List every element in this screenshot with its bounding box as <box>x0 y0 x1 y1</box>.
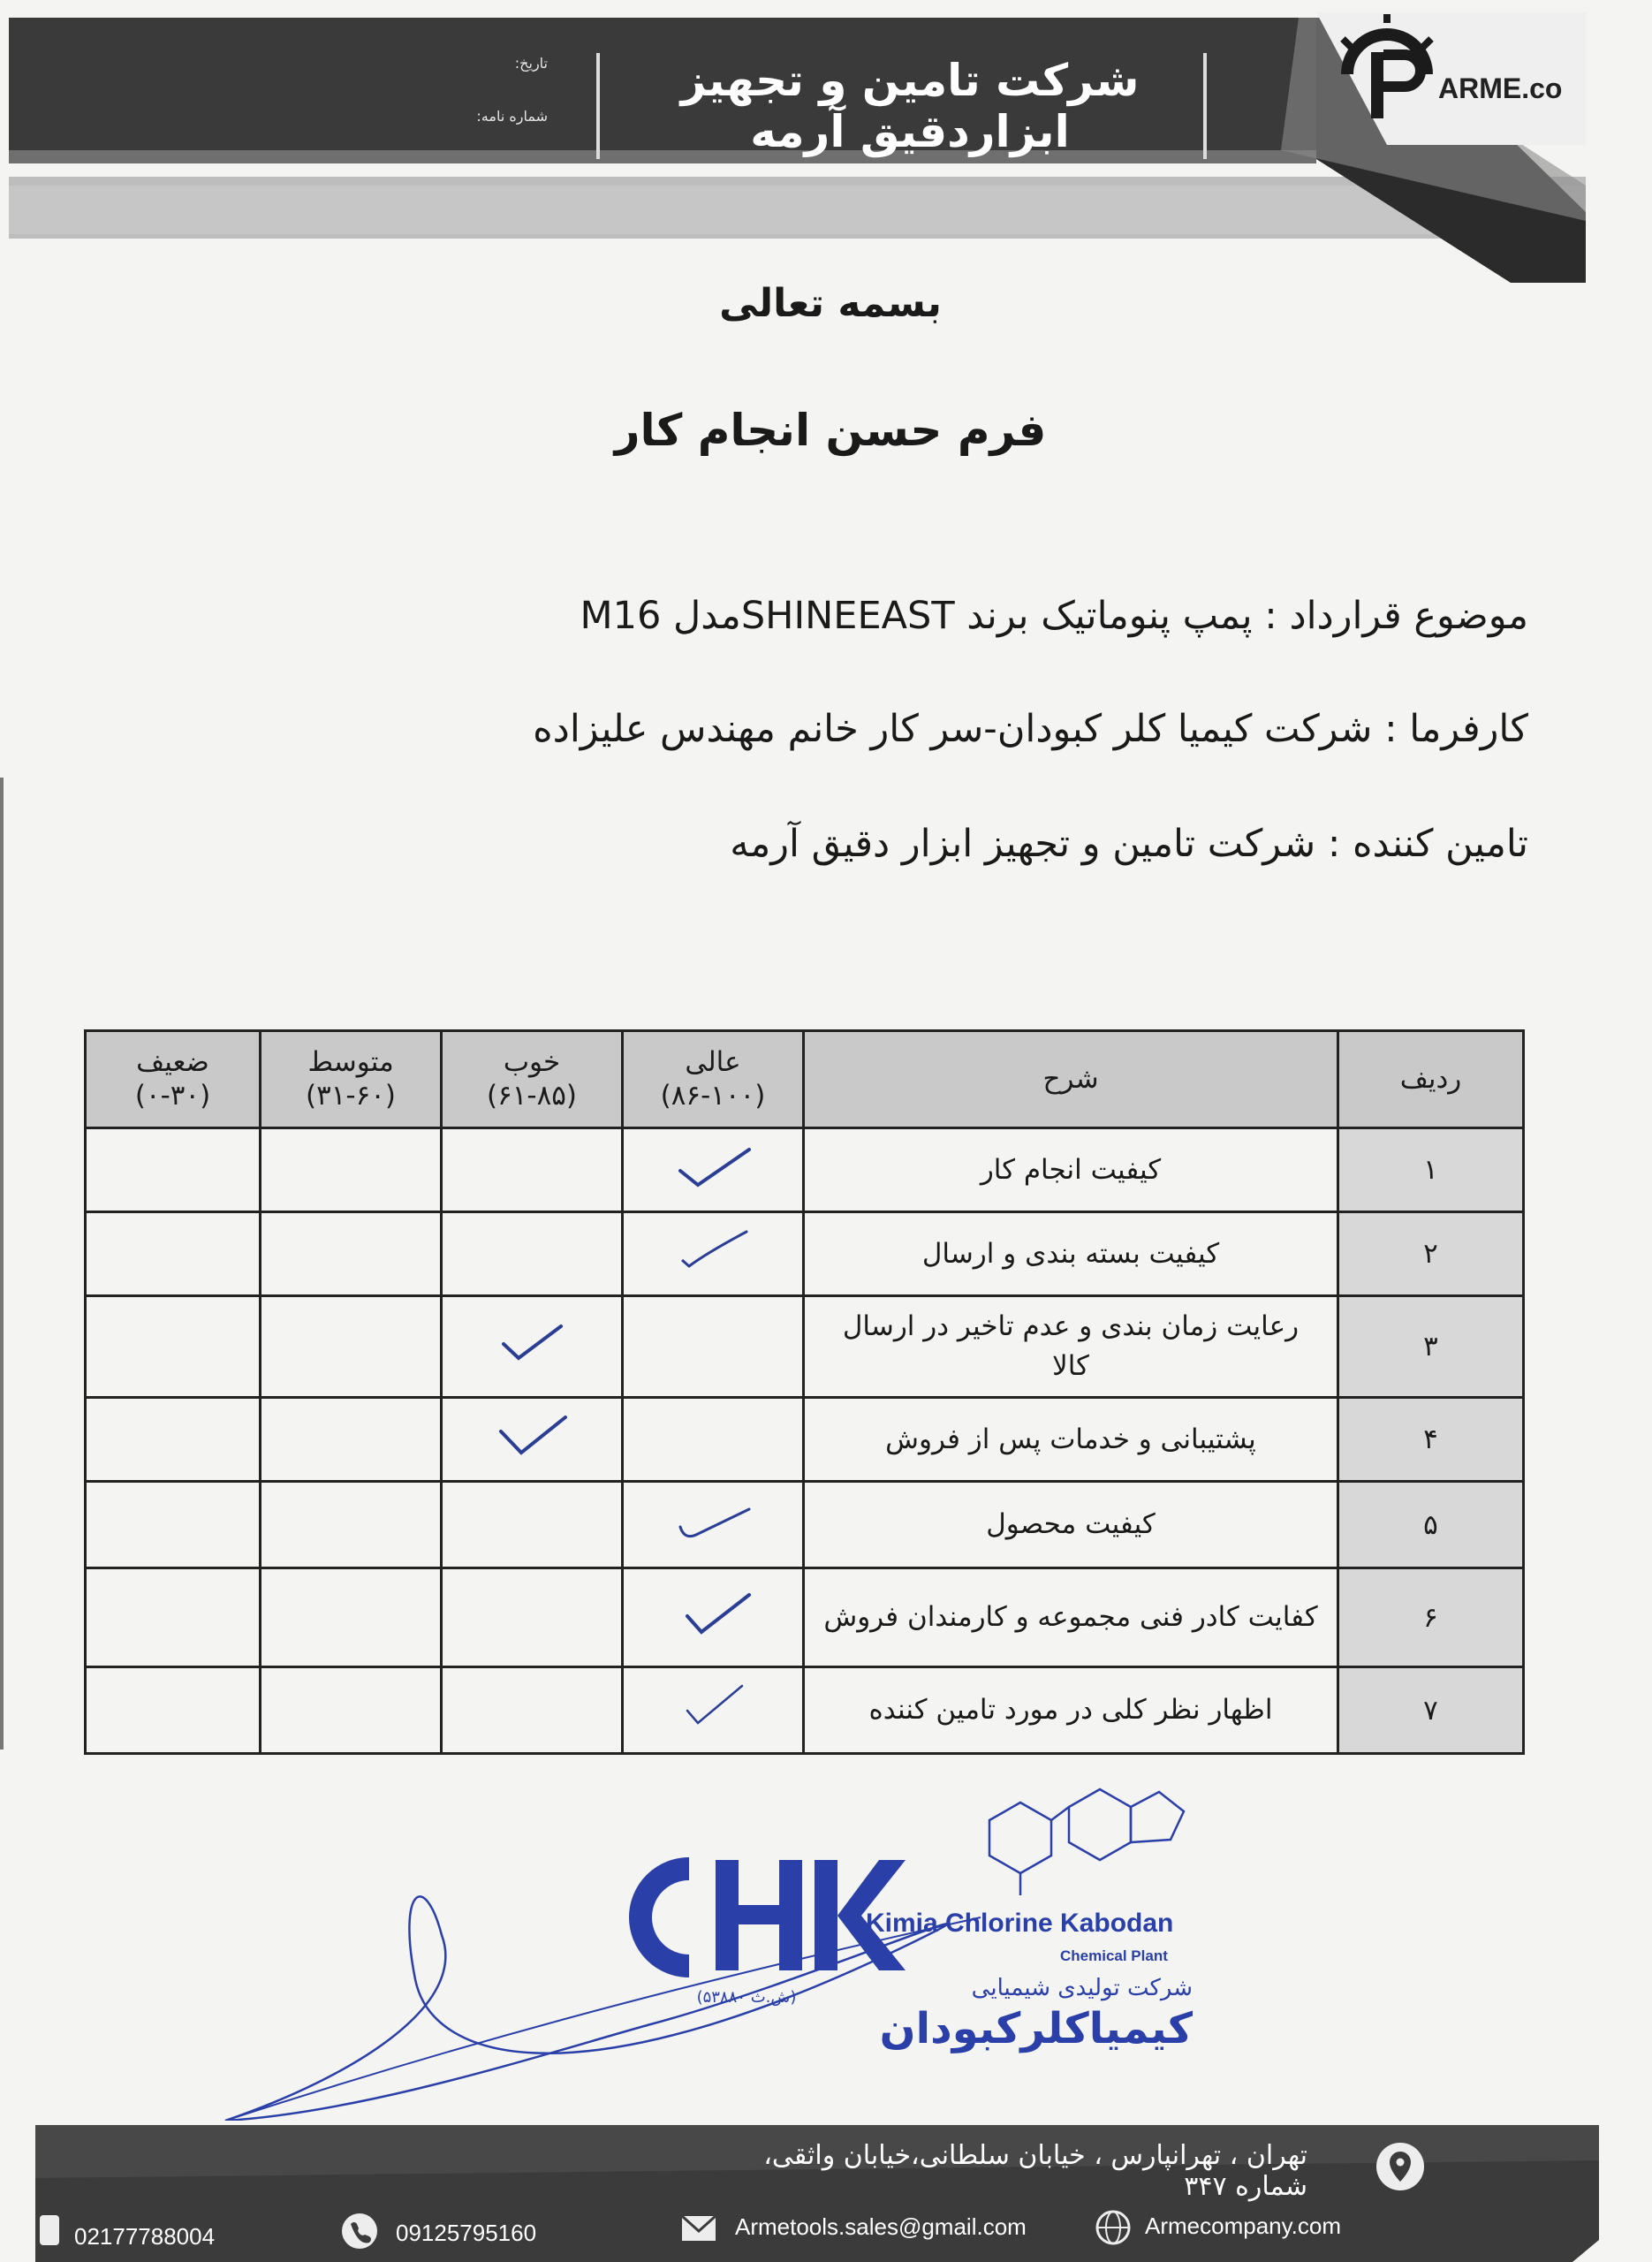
row-number: ۴ <box>1338 1398 1524 1482</box>
date-label: تاریخ: <box>514 55 548 72</box>
row-description: کیفیت انجام کار <box>804 1128 1338 1212</box>
cell-average <box>261 1212 442 1296</box>
stamp-company-en: Kimia Chlorine Kabodan <box>866 1909 1174 1938</box>
cell-weak <box>86 1667 261 1754</box>
check-mark-icon <box>671 1497 755 1545</box>
footer-website: Armecompany.com <box>1145 2213 1342 2239</box>
location-pin-icon <box>1376 2143 1424 2190</box>
page-fold-line <box>0 778 5 1750</box>
table-row <box>86 1296 1524 1398</box>
footer-phone: 02177788004 <box>74 2223 216 2250</box>
evaluation-table <box>84 1029 1525 1755</box>
table-row <box>86 1568 1524 1667</box>
basmala-heading: بسمه تعالی <box>719 281 942 326</box>
row-number: ۱ <box>1338 1128 1524 1212</box>
cell-weak <box>86 1398 261 1482</box>
cell-weak <box>86 1296 261 1398</box>
footer-email: Armetools.sales@gmail.com <box>735 2213 1027 2240</box>
stamp-company-fa-small: شرکت تولیدی شیمیایی <box>971 1975 1193 2001</box>
cell-weak <box>86 1482 261 1568</box>
cell-excellent <box>623 1568 804 1667</box>
cell-good <box>442 1128 623 1212</box>
row-description: کیفیت بسته بندی و ارسال <box>804 1212 1338 1296</box>
check-mark-icon <box>490 1319 574 1368</box>
cell-excellent <box>623 1296 804 1398</box>
cell-weak <box>86 1128 261 1212</box>
cell-good <box>442 1398 623 1482</box>
footer-address: تهران ، تهرانپارس ، خیابان سلطانی،خیابان واثقی، شماره ۳۴۷ <box>763 2140 1307 2202</box>
header-good: خوب (۶۱-۸۵) <box>442 1031 623 1128</box>
email-icon <box>682 2216 716 2241</box>
cell-good <box>442 1212 623 1296</box>
cell-good <box>442 1296 623 1398</box>
cell-good <box>442 1667 623 1754</box>
mobile-phone-icon <box>342 2213 377 2249</box>
phone-icon <box>40 2215 59 2245</box>
table-row <box>86 1482 1524 1568</box>
cell-average <box>261 1296 442 1398</box>
header-average: متوسط (۳۱-۶۰) <box>261 1031 442 1128</box>
header-excellent: عالی (۸۶-۱۰۰) <box>623 1031 804 1128</box>
row-number: ۵ <box>1338 1482 1524 1568</box>
table-row <box>86 1128 1524 1212</box>
row-number: ۲ <box>1338 1212 1524 1296</box>
header-row-number: ردیف <box>1338 1031 1524 1128</box>
check-mark-icon <box>671 1682 755 1731</box>
form-title: فرم حسن انجام کار <box>614 405 1047 456</box>
cell-average <box>261 1128 442 1212</box>
row-number: ۳ <box>1338 1296 1524 1398</box>
check-mark-icon <box>671 1226 755 1275</box>
stamp-company-fa-big: کیمیاکلرکبودان <box>879 2004 1193 2053</box>
logo-text: ARME.co <box>1438 72 1563 104</box>
table-header-row <box>86 1031 1524 1128</box>
cell-excellent <box>623 1667 804 1754</box>
check-mark-icon <box>671 1142 755 1191</box>
cell-excellent <box>623 1482 804 1568</box>
cell-average <box>261 1398 442 1482</box>
row-description: رعایت زمان بندی و عدم تاخیر در ارسال کالا <box>804 1296 1338 1398</box>
table-row <box>86 1398 1524 1482</box>
row-number: ۶ <box>1338 1568 1524 1667</box>
cell-weak <box>86 1212 261 1296</box>
table-row <box>86 1212 1524 1296</box>
letter-number-label: شماره نامه: <box>476 108 548 125</box>
row-description: کیفیت محصول <box>804 1482 1338 1568</box>
header-weak: ضعیف (۰-۳۰) <box>86 1031 261 1128</box>
header-description: شرح <box>804 1031 1338 1128</box>
company-title: شرکت تامین و تجهیز ابزاردقیق آرمه <box>680 55 1140 157</box>
row-number: ۷ <box>1338 1667 1524 1754</box>
cell-good <box>442 1568 623 1667</box>
employer-line: کارفرما : شرکت کیمیا کلر کبودان-سر کار خانم مهندس علیزاده <box>533 707 1528 751</box>
contract-subject: موضوع قرارداد : پمپ پنوماتیک برند SHINEEASTمدل M16 <box>580 594 1528 638</box>
cell-average <box>261 1482 442 1568</box>
cell-excellent <box>623 1398 804 1482</box>
molecule-icon <box>989 1789 1184 1895</box>
check-mark-icon <box>490 1412 574 1461</box>
footer-mobile: 09125795160 <box>396 2220 537 2246</box>
check-mark-icon <box>671 1590 755 1638</box>
row-description: پشتیبانی و خدمات پس از فروش <box>804 1398 1338 1482</box>
cell-excellent <box>623 1128 804 1212</box>
cell-excellent <box>623 1212 804 1296</box>
row-description: کفایت کادر فنی مجموعه و کارمندان فروش <box>804 1568 1338 1667</box>
table-row <box>86 1667 1524 1754</box>
cell-average <box>261 1568 442 1667</box>
supplier-line: تامین کننده : شرکت تامین و تجهیز ابزار دقیق آرمه <box>730 822 1528 866</box>
cell-average <box>261 1667 442 1754</box>
stamp-registration-number: (ش.ث ۵۳۸۸۰) <box>696 1988 797 2007</box>
stamp-plant-en: Chemical Plant <box>1060 1947 1168 1964</box>
row-description: اظهار نظر کلی در مورد تامین کننده <box>804 1667 1338 1754</box>
cell-weak <box>86 1568 261 1667</box>
cell-good <box>442 1482 623 1568</box>
